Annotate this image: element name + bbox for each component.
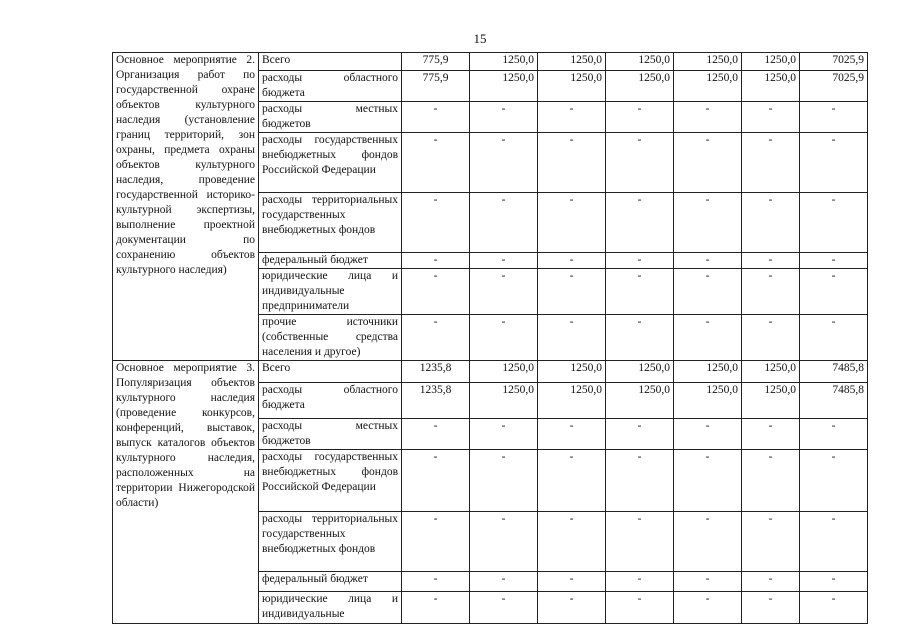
value-cell: - (800, 253, 868, 269)
value-cell: - (538, 253, 606, 269)
value-cell: 1250,0 (538, 361, 606, 383)
table-row (113, 53, 868, 71)
value-cell: 1250,0 (742, 383, 800, 419)
funding-source-cell: Всего (259, 53, 402, 71)
value-cell: - (800, 269, 868, 315)
value-cell: 1250,0 (674, 71, 742, 102)
value-cell: - (742, 419, 800, 450)
value-cell: 1235,8 (402, 383, 470, 419)
value-cell: - (800, 592, 868, 624)
value-cell: - (538, 592, 606, 624)
value-cell: 1250,0 (674, 361, 742, 383)
value-cell: - (800, 133, 868, 193)
value-cell: - (674, 450, 742, 512)
value-cell: 7485,8 (800, 383, 868, 419)
value-cell: - (742, 592, 800, 624)
value-cell: - (402, 269, 470, 315)
value-cell: - (674, 419, 742, 450)
value-cell: - (674, 133, 742, 193)
value-cell: 1250,0 (606, 383, 674, 419)
value-cell: - (674, 572, 742, 592)
funding-source-cell: Всего (259, 361, 402, 383)
value-cell: - (470, 592, 538, 624)
value-cell: - (800, 572, 868, 592)
value-cell: - (402, 133, 470, 193)
value-cell: - (470, 512, 538, 572)
funding-source-cell: расходы местных бюджетов (259, 102, 402, 133)
funding-source-cell: расходы областного бюджета (259, 71, 402, 102)
value-cell: - (742, 450, 800, 512)
funding-source-cell: расходы государственных внебюджетных фондов Российской Федерации (259, 450, 402, 512)
value-cell: 1250,0 (742, 53, 800, 71)
value-cell: - (742, 269, 800, 315)
value-cell: - (538, 315, 606, 361)
value-cell: - (402, 419, 470, 450)
value-cell: - (674, 253, 742, 269)
value-cell: - (742, 193, 800, 253)
value-cell: - (538, 102, 606, 133)
value-cell: - (742, 315, 800, 361)
value-cell: - (606, 102, 674, 133)
page-number: 15 (473, 31, 487, 46)
value-cell: - (606, 133, 674, 193)
value-cell: 7025,9 (800, 53, 868, 71)
value-cell: - (538, 133, 606, 193)
measure-cell: Основное мероприятие 3. Популяризация объектов культурного наследия (проведение конкурсов, конференций, выставок, выпуск каталогов объектов культурного наследия, расположенных на территории Нижегородской области) (113, 361, 259, 624)
value-cell: - (402, 193, 470, 253)
value-cell: - (470, 102, 538, 133)
table-row (113, 361, 868, 383)
value-cell: - (402, 572, 470, 592)
funding-source-cell: прочие источники (собственные средства населения и другое) (259, 315, 402, 361)
funding-source-cell: расходы государственных внебюджетных фондов Российской Федерации (259, 133, 402, 193)
value-cell: - (402, 315, 470, 361)
value-cell: - (470, 419, 538, 450)
funding-source-cell: юридические лица и индивидуальные предприниматели (259, 269, 402, 315)
value-cell: - (606, 269, 674, 315)
funding-source-cell: расходы местных бюджетов (259, 419, 402, 450)
measure-cell: Основное мероприятие 2. Организация работ по государственной охране объектов культурного наследия (установление границ территорий, зон охраны, предмета охраны объектов культурного наследия, проведение государственной историко-культурной экспертизы, выполнение проектной документации по сохранению объектов культурного наследия) (113, 53, 259, 361)
budget-table (112, 52, 868, 624)
funding-source-cell: федеральный бюджет (259, 253, 402, 269)
value-cell: - (606, 450, 674, 512)
value-cell: - (606, 315, 674, 361)
value-cell: - (470, 315, 538, 361)
value-cell: - (674, 315, 742, 361)
value-cell: - (402, 102, 470, 133)
value-cell: 1250,0 (538, 71, 606, 102)
value-cell: - (606, 572, 674, 592)
value-cell: 775,9 (402, 53, 470, 71)
value-cell: - (538, 512, 606, 572)
value-cell: - (674, 269, 742, 315)
value-cell: - (402, 450, 470, 512)
value-cell: 1250,0 (538, 383, 606, 419)
value-cell: - (606, 512, 674, 572)
value-cell: - (470, 253, 538, 269)
value-cell: - (800, 102, 868, 133)
value-cell: - (800, 193, 868, 253)
value-cell: - (800, 419, 868, 450)
value-cell: 1250,0 (470, 383, 538, 419)
value-cell: 1250,0 (674, 53, 742, 71)
value-cell: 1250,0 (470, 53, 538, 71)
value-cell: - (402, 512, 470, 572)
value-cell: - (800, 512, 868, 572)
value-cell: 775,9 (402, 71, 470, 102)
value-cell: - (606, 193, 674, 253)
value-cell: - (538, 572, 606, 592)
value-cell: - (742, 102, 800, 133)
value-cell: 1250,0 (470, 361, 538, 383)
value-cell: - (538, 193, 606, 253)
value-cell: - (800, 315, 868, 361)
value-cell: 1250,0 (742, 71, 800, 102)
value-cell: 1250,0 (470, 71, 538, 102)
value-cell: - (402, 253, 470, 269)
value-cell: 1250,0 (606, 361, 674, 383)
value-cell: - (538, 450, 606, 512)
value-cell: 1250,0 (538, 53, 606, 71)
value-cell: - (402, 592, 470, 624)
value-cell: 7485,8 (800, 361, 868, 383)
value-cell: - (470, 572, 538, 592)
value-cell: - (470, 450, 538, 512)
value-cell: - (674, 193, 742, 253)
value-cell: - (742, 253, 800, 269)
funding-source-cell: расходы территориальных государственных внебюджетных фондов (259, 512, 402, 572)
value-cell: - (470, 193, 538, 253)
value-cell: 1250,0 (606, 71, 674, 102)
value-cell: - (470, 269, 538, 315)
value-cell: - (674, 512, 742, 572)
value-cell: - (470, 133, 538, 193)
value-cell: - (742, 572, 800, 592)
value-cell: - (538, 419, 606, 450)
value-cell: - (606, 592, 674, 624)
value-cell: - (742, 133, 800, 193)
funding-source-cell: федеральный бюджет (259, 572, 402, 592)
value-cell: 7025,9 (800, 71, 868, 102)
value-cell: 1250,0 (742, 361, 800, 383)
value-cell: - (538, 269, 606, 315)
value-cell: - (742, 512, 800, 572)
value-cell: - (800, 450, 868, 512)
funding-source-cell: расходы областного бюджета (259, 383, 402, 419)
value-cell: - (674, 102, 742, 133)
value-cell: - (606, 419, 674, 450)
value-cell: - (606, 253, 674, 269)
funding-source-cell: расходы территориальных государственных внебюджетных фондов (259, 193, 402, 253)
value-cell: - (674, 592, 742, 624)
value-cell: 1250,0 (606, 53, 674, 71)
value-cell: 1235,8 (402, 361, 470, 383)
funding-source-cell: юридические лица и индивидуальные (259, 592, 402, 624)
value-cell: 1250,0 (674, 383, 742, 419)
